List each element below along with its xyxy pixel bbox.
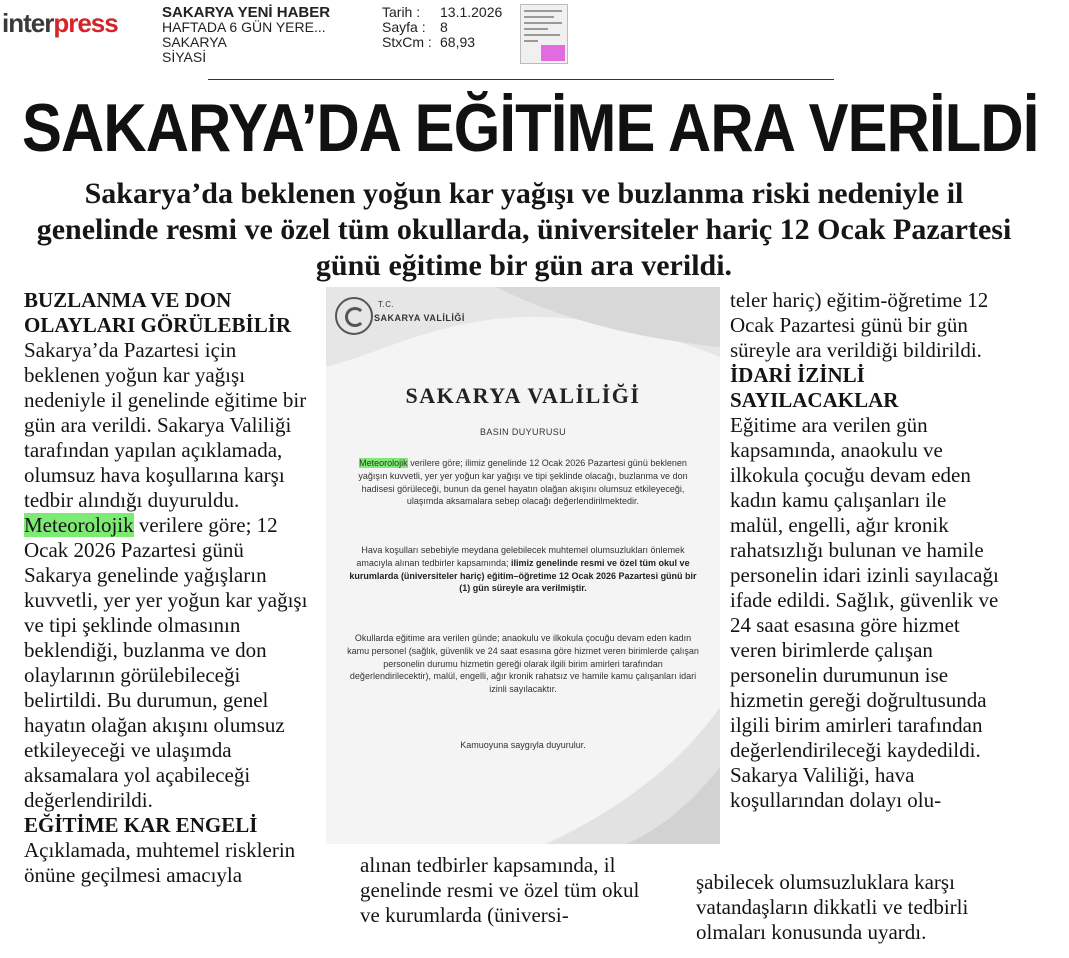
publication-category: SİYASİ bbox=[162, 49, 207, 65]
article-column-3-end bbox=[696, 870, 1026, 945]
publication-name: SAKARYA YENİ HABER bbox=[162, 4, 331, 21]
subheading-idari-izinli: İDARİ İZİNLİ SAYILACAKLAR bbox=[730, 363, 899, 412]
release-tc: T.C. bbox=[378, 300, 395, 309]
highlight-meteorolojik: Meteorolojik bbox=[24, 513, 134, 537]
page-value: 8 bbox=[440, 19, 448, 35]
stxcm-label: StxCm : bbox=[382, 34, 432, 50]
header-divider bbox=[208, 79, 834, 80]
paragraph-2-middle: alınan tedbirler kapsamında, il genelinde resmi ve özel tüm okul ve kurumlarda (üniversi- bbox=[360, 853, 640, 927]
release-paragraph-2-bold: ilimiz genelinde resmi ve özel tüm okul ve kurumlarda (üniversiteler hariç) eğitim–öğretime 12 Ocak 2026 Pazartesi günü bir (1) gün süreyle ara verilmiştir. bbox=[349, 557, 697, 594]
headline: SAKARYA’DA EĞİTİME ARA VERİLDİ bbox=[22, 90, 1039, 166]
date-label: Tarih : bbox=[382, 4, 421, 20]
article-column-2 bbox=[360, 853, 660, 928]
release-paragraph-2 bbox=[344, 544, 702, 595]
release-paragraph-1-text: verilere göre; ilimiz genelinde 12 Ocak 2026 Pazartesi günü beklenen yağışın kuvvetli, yer yer yoğun kar yağışı ve tipi şeklinde olacağı, buzlanma ve don hadisesi görüleceği, bunun da genel hayatın olağan akışını olumsuz etkileyeceği, ulaşımda aksamalara sebep olacağı değerlendirilmektedir. bbox=[358, 458, 688, 507]
paragraph-2-end: teler hariç) eğitim-öğretime 12 Ocak Pazartesi günü bir gün süreyle ara verildiği bildirildi. bbox=[730, 288, 989, 362]
release-governorship: SAKARYA VALİLİĞİ bbox=[374, 313, 465, 323]
turkey-emblem-icon bbox=[335, 297, 373, 335]
paragraph-2-start: Açıklamada, muhtemel risklerin önüne geçilmesi amacıyla bbox=[24, 838, 296, 887]
paragraph-1-continued: verilere göre; 12 Ocak 2026 Pazartesi günü Sakarya genelinde yağışların kuvvetli, yer yer yoğun kar yağışı ve tipi şeklinde olmasının beklendiği, buzlanma ve don olaylarının görülebileceği belirtildi. Bu durumun, genel hayatın olağan akışını olumsuz etkileyeceği ve ulaşımda aksamalara yol açabileceği değerlendirildi. bbox=[24, 513, 308, 812]
paragraph-1-text: Sakarya’da Pazartesi için beklenen yoğun kar yağışı nedeniyle il genelinde eğitime bir gün ara verildi. Sakarya Valiliği tarafından yapılan açıklamada, olumsuz hava koşullarına karşı tedbir alındığı duyuruldu. bbox=[24, 338, 307, 512]
stxcm-value: 68,93 bbox=[440, 34, 476, 50]
page-thumbnail[interactable] bbox=[520, 4, 568, 64]
release-paragraph-1 bbox=[344, 457, 702, 508]
release-paragraph-3: Okullarda eğitime ara verilen günde; anaokulu ve ilkokula çocuğu devam eden kadın kamu personel (sağlık, güvenlik ve 24 saat esasına göre hizmet veren birimlerde çalışan personelin durumu hizmetin gereği olarak ilgili birim amirleri tarafından değerlendirilecektir), malül, engelli, ağır kronik rahatsız ve hamile kamu çalışanları idari izinli sayılacaktır. bbox=[347, 633, 699, 695]
clip-position-marker bbox=[541, 45, 565, 61]
date-value: 13.1.2026 bbox=[440, 4, 503, 20]
paragraph-1 bbox=[24, 338, 316, 813]
paragraph-3: Eğitime ara verilen gün kapsamında, anaokulu ve ilkokula çocuğu devam eden kadın kamu çalışanları ile malül, engelli, ağır kronik rahatsızlığı bulunan ve hamile personelin idari izinli sayılacağı ifade edildi. Sağlık, güvenlik ve 24 saat esasına göre hizmet veren birimlerde çalışan personelin durumunun ise hizmetin gereği doğrultusunda ilgili birim amirleri tarafından değerlendirileceği kaydedildi. Sakarya Valiliği, hava koşullarından dolayı olu- bbox=[730, 413, 999, 812]
subheading-buzlanma: BUZLANMA VE DON OLAYLARI GÖRÜLEBİLİR bbox=[24, 288, 292, 337]
publication-city: SAKARYA bbox=[162, 34, 227, 50]
release-highlight: Meteorolojik bbox=[359, 458, 408, 468]
release-paragraph-2-text: Hava koşulları sebebiyle meydana gelebilecek muhtemel olumsuzlukları önlemek amacıyla alınan tedbirler kapsamında; bbox=[356, 545, 685, 568]
publication-info bbox=[162, 5, 330, 65]
article-column-1 bbox=[24, 288, 316, 888]
clip-metadata bbox=[382, 5, 512, 50]
publication-frequency: HAFTADA 6 GÜN YERE... bbox=[162, 19, 326, 35]
paragraph-3-end: şabilecek olumsuzluklara karşı vatandaşların dikkatli ve tedbirli olmaları konusunda uyardı. bbox=[696, 870, 969, 944]
release-closing: Kamuoyuna saygıyla duyurulur. bbox=[460, 740, 586, 750]
page-label: Sayfa : bbox=[382, 19, 426, 35]
subheading-egitime-kar-engeli: EĞİTİME KAR ENGELİ bbox=[24, 813, 258, 837]
interpress-logo: interpress bbox=[2, 8, 118, 38]
article-column-3 bbox=[730, 288, 1000, 813]
release-title: SAKARYA VALİLİĞİ bbox=[405, 383, 641, 408]
press-release-image bbox=[326, 287, 720, 844]
release-type: BASIN DUYURUSU bbox=[479, 427, 567, 437]
spot-text: Sakarya’da beklenen yoğun kar yağışı ve buzlanma riski nedeniyle il genelinde resmi ve özel tüm okullarda, üniversiteler hariç 12 Ocak Pazartesi günü eğitime bir gün ara verildi. bbox=[36, 177, 1012, 282]
